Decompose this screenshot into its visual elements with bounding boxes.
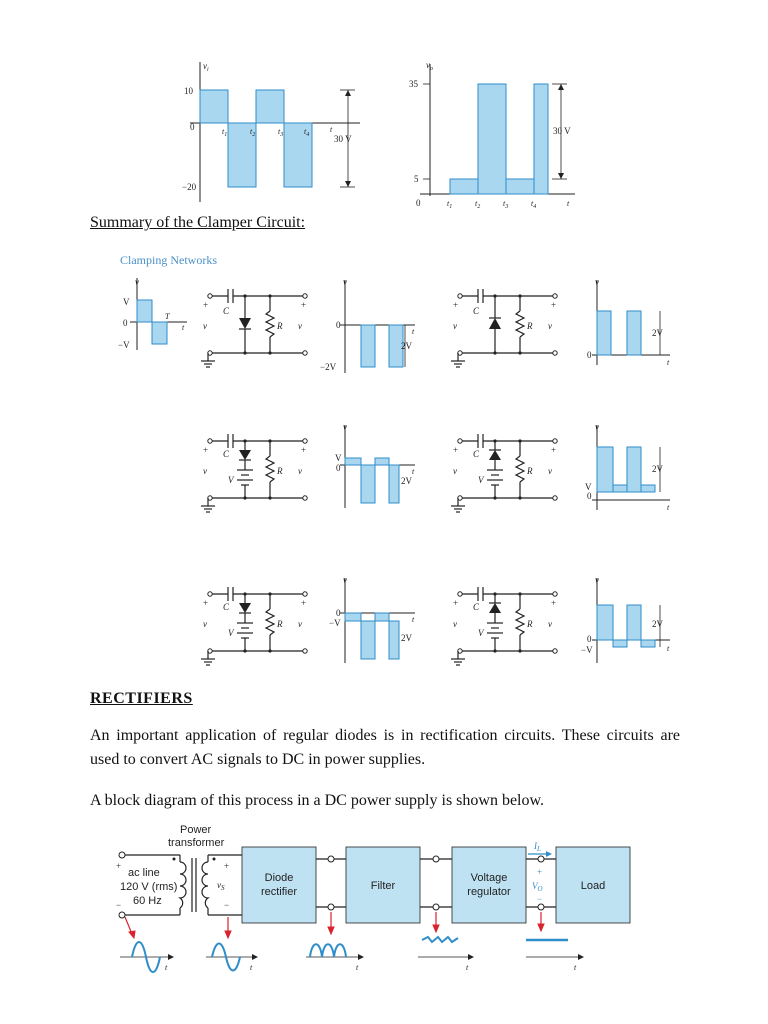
diode-rectifier-block	[242, 847, 316, 923]
svg-text:v: v	[595, 422, 599, 432]
svg-text:C: C	[223, 306, 230, 316]
vi-axes	[190, 62, 360, 202]
svg-text:v: v	[548, 321, 552, 331]
svg-text:T: T	[165, 312, 170, 321]
vi-t1: $t_1$	[222, 127, 228, 138]
svg-text:0: 0	[336, 608, 341, 618]
power-supply-block-diagram	[110, 822, 650, 987]
rectifier-label-2: rectifier	[260, 886, 298, 898]
rectifiers-paragraph-1: An important application of regular diodes is in rectification circuits. These circuits are used to convert AC signals to DC in power supplies.	[90, 727, 680, 768]
svg-text:+: +	[301, 445, 307, 455]
filter-label: Filter	[370, 880, 396, 892]
vo-pulse	[478, 84, 506, 194]
clamp-circuit-6	[451, 587, 557, 665]
svg-text:v: v	[298, 321, 302, 331]
waveform-rectified	[306, 944, 364, 972]
svg-text:−V: −V	[118, 340, 130, 350]
svg-text:V: V	[585, 482, 592, 492]
clamp-circuit-5	[201, 587, 307, 665]
rectifiers-heading: RECTIFIERS	[90, 690, 193, 707]
svg-text:R: R	[277, 619, 283, 629]
svg-text:+: +	[203, 598, 209, 608]
vi-span-label: 30 V	[334, 134, 352, 144]
rectifiers-paragraph-2: A block diagram of this process in a DC power supply is shown below.	[90, 792, 545, 809]
svg-text:t: t	[412, 327, 415, 336]
svg-text:2V: 2V	[401, 341, 412, 351]
vi-t3: $t_3$	[278, 127, 284, 138]
svg-text:0: 0	[123, 318, 128, 328]
il-label: $I_L$	[534, 841, 541, 853]
svg-text:v: v	[595, 575, 599, 585]
svg-text:t: t	[667, 358, 670, 367]
clamp-output-6	[581, 575, 670, 663]
svg-text:+: +	[224, 861, 230, 871]
svg-text:v: v	[135, 277, 139, 287]
svg-text:−: −	[537, 894, 543, 904]
waveform-filtered	[418, 937, 474, 972]
ac-rating-label: 120 V (rms)	[120, 881, 178, 893]
svg-text:+: +	[551, 300, 557, 310]
clamping-networks-figure	[115, 275, 685, 675]
svg-text:V: V	[335, 453, 342, 463]
summary-heading: Summary of the Clamper Circuit:	[90, 214, 306, 231]
transformer-label-2: transformer	[168, 837, 225, 849]
ac-frequency-label: 60 Hz	[133, 895, 162, 907]
waveform-transformer	[206, 944, 258, 973]
voltage-regulator-block	[452, 847, 526, 923]
svg-text:t: t	[667, 644, 670, 653]
svg-text:t: t	[165, 963, 168, 972]
vo-tick-35: 35	[409, 79, 418, 89]
vo-pulse	[450, 179, 478, 194]
svg-text:v: v	[298, 466, 302, 476]
svg-text:+: +	[203, 300, 209, 310]
svg-text:R: R	[527, 321, 533, 331]
svg-text:t: t	[466, 963, 469, 972]
svg-text:+: +	[551, 598, 557, 608]
vi-pulse	[256, 90, 284, 123]
svg-text:0: 0	[336, 320, 341, 330]
svg-text:+: +	[453, 598, 459, 608]
vo-pulse	[534, 84, 548, 194]
clamp-output-1	[320, 277, 415, 373]
svg-text:v: v	[453, 466, 457, 476]
svg-text:v: v	[548, 466, 552, 476]
svg-text:t: t	[412, 467, 415, 476]
svg-text:R: R	[277, 466, 283, 476]
svg-text:V: V	[228, 628, 234, 638]
svg-text:+: +	[203, 445, 209, 455]
svg-text:+: +	[551, 445, 557, 455]
clamping-networks-title: Clamping Networks	[120, 253, 217, 267]
load-label: Load	[580, 880, 606, 892]
transformer-label-1: Power	[180, 824, 212, 836]
svg-text:t: t	[182, 323, 185, 332]
clamp-circuit-2	[451, 289, 557, 367]
output-waveform-figure	[405, 60, 585, 210]
svg-text:0: 0	[336, 463, 341, 473]
vi-t4: $t_4$	[304, 127, 310, 138]
svg-text:v: v	[343, 575, 347, 585]
clamp-circuit-3	[201, 434, 307, 512]
svg-text:t: t	[356, 963, 359, 972]
regulator-label-1: Voltage	[470, 872, 508, 884]
vo-dc-label: $V_O$	[532, 881, 543, 893]
svg-text:+: +	[301, 598, 307, 608]
vo-pulse	[506, 179, 534, 194]
vo-tick-0: 0	[416, 198, 421, 208]
vo-axis-label: $v_o$	[426, 60, 433, 72]
svg-text:−: −	[116, 900, 122, 910]
svg-text:t: t	[574, 963, 577, 972]
svg-text:v: v	[595, 277, 599, 287]
svg-text:v: v	[203, 466, 207, 476]
svg-text:t: t	[250, 963, 253, 972]
svg-text:C: C	[473, 449, 480, 459]
waveform-regulated	[526, 940, 584, 972]
svg-text:v: v	[343, 277, 347, 287]
svg-text:+: +	[537, 867, 543, 877]
clamp-circuit-4	[451, 434, 557, 512]
vo-t1: $t_1$	[447, 199, 453, 210]
vo-tick-5: 5	[414, 174, 419, 184]
svg-text:v: v	[203, 619, 207, 629]
svg-text:−: −	[224, 900, 230, 910]
vo-span-label: 30 V	[553, 126, 571, 136]
svg-text:v: v	[203, 321, 207, 331]
svg-text:−V: −V	[329, 618, 341, 628]
svg-text:2V: 2V	[401, 476, 412, 486]
svg-text:v: v	[548, 619, 552, 629]
svg-text:+: +	[453, 300, 459, 310]
svg-text:0: 0	[587, 491, 592, 501]
vi-t2: $t_2$	[250, 127, 256, 138]
svg-text:v: v	[343, 422, 347, 432]
svg-text:+: +	[453, 445, 459, 455]
svg-text:2V: 2V	[652, 464, 663, 474]
svg-text:t: t	[412, 615, 415, 624]
svg-text:R: R	[527, 619, 533, 629]
clamp-input-waveform	[118, 277, 187, 350]
svg-text:C: C	[473, 306, 480, 316]
vo-t4: $t_4$	[531, 199, 537, 210]
vo-t2: $t_2$	[475, 199, 481, 210]
svg-text:0: 0	[587, 634, 592, 644]
waveform-ac-line	[120, 942, 174, 972]
svg-text:V: V	[228, 475, 234, 485]
vi-tick-neg20: −20	[182, 182, 197, 192]
svg-text:V: V	[478, 475, 484, 485]
svg-text:0: 0	[587, 350, 592, 360]
vi-tick-0: 0	[190, 122, 195, 132]
vi-axis-label: $v_i$	[203, 61, 209, 73]
vi-tick-10: 10	[184, 86, 193, 96]
svg-text:2V: 2V	[652, 619, 663, 629]
svg-text:C: C	[223, 449, 230, 459]
ac-line-label: ac line	[128, 867, 160, 879]
svg-text:t: t	[667, 503, 670, 512]
svg-text:2V: 2V	[652, 328, 663, 338]
svg-text:R: R	[277, 321, 283, 331]
svg-text:2V: 2V	[401, 633, 412, 643]
svg-text:V: V	[123, 297, 130, 307]
svg-text:C: C	[223, 602, 230, 612]
svg-text:−2V: −2V	[320, 362, 337, 372]
vs-label: $v_S$	[217, 880, 225, 892]
rectifier-label-1: Diode	[264, 872, 294, 884]
clamp-output-3	[335, 422, 415, 508]
svg-text:+: +	[301, 300, 307, 310]
svg-text:+: +	[116, 861, 122, 871]
vo-t3: $t_3$	[503, 199, 509, 210]
clamp-output-5	[329, 575, 415, 663]
svg-text:−V: −V	[581, 645, 593, 655]
svg-text:V: V	[478, 628, 484, 638]
input-waveform-figure	[170, 60, 370, 205]
svg-text:C: C	[473, 602, 480, 612]
svg-text:R: R	[527, 466, 533, 476]
clamp-output-2	[587, 277, 670, 367]
vo-t-axis: t	[567, 199, 570, 208]
vi-t-axis: t	[330, 125, 333, 134]
svg-text:v: v	[453, 619, 457, 629]
clamp-circuit-1	[201, 289, 307, 367]
svg-text:v: v	[453, 321, 457, 331]
svg-text:v: v	[298, 619, 302, 629]
vi-pulse	[200, 90, 228, 123]
regulator-label-2: regulator	[467, 886, 511, 898]
clamp-output-4	[585, 422, 670, 512]
